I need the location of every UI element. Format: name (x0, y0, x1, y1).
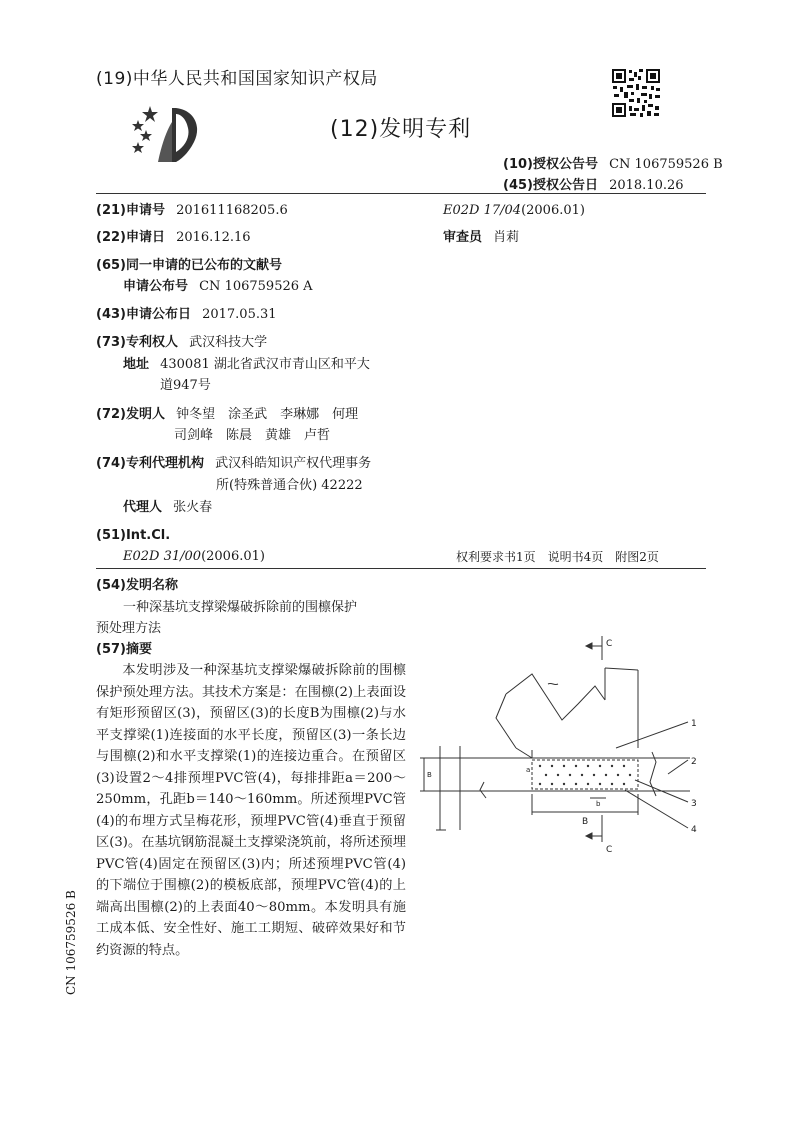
abstract-figure (420, 630, 720, 860)
publication-date: 2017.05.31 (202, 307, 277, 322)
application-date-label: (22)申请日 (96, 230, 165, 245)
grant-number: CN 106759526 B (609, 157, 723, 172)
application-number: 201611168205.6 (176, 203, 288, 218)
patentee: 武汉科技大学 (189, 335, 268, 350)
agent: 张火春 (173, 500, 213, 515)
agent-label: 代理人 (123, 500, 163, 515)
grant-number-label: (10)授权公告号 (503, 157, 598, 172)
application-date: 2016.12.16 (176, 230, 251, 245)
header-divider (96, 193, 706, 194)
dimension-a: a (526, 766, 531, 774)
figure-label-1: 1 (691, 719, 697, 729)
inventors-label: (72)发明人 (96, 407, 165, 422)
address-line-2: 道947号 (160, 378, 211, 393)
classification-code: E02D 17/04 (443, 203, 522, 218)
issuing-office: (19)中华人民共和国国家知识产权局 (96, 69, 378, 89)
agency-line-1: 武汉科皓知识产权代理事务 (215, 456, 372, 471)
qr-code (611, 68, 661, 118)
application-number-label: (21)申请号 (96, 203, 165, 218)
address-line-1: 430081 湖北省武汉市青山区和平大 (160, 357, 370, 372)
inventors-line-1: 钟冬望 涂圣武 李琳娜 何理 (176, 407, 359, 422)
abstract-body (96, 660, 406, 961)
document-type: (12)发明专利 (330, 117, 472, 142)
examiner: 肖莉 (493, 230, 520, 245)
figure-label-2: 2 (691, 757, 697, 767)
biblio-divider (96, 568, 706, 569)
title-label: (54)发明名称 (96, 578, 178, 593)
agency-line-2: 所(特殊普通合伙) 42222 (216, 478, 363, 493)
dimension-b-upper: B (427, 771, 432, 779)
title-line-1: 一种深基坑支撑梁爆破拆除前的围檩保护 (123, 600, 358, 615)
page-counts: 权利要求书1页 说明书4页 附图2页 (456, 550, 659, 564)
address-label: 地址 (123, 357, 150, 372)
grant-date: 2018.10.26 (609, 178, 684, 193)
side-document-number: CN 106759526 B (64, 890, 78, 995)
intcl-version: (2006.01) (201, 549, 265, 564)
publication-number-label: 申请公布号 (123, 279, 189, 294)
publication-number: CN 106759526 A (199, 279, 313, 294)
classification-version: (2006.01) (521, 203, 585, 218)
cnipa-logo (128, 102, 210, 168)
dimension-b-lower: B (582, 817, 589, 827)
figure-label-4: 4 (691, 825, 697, 835)
prior-publication-label: (65)同一申请的已公布的文献号 (96, 258, 282, 273)
intcl-label: (51)Int.Cl. (96, 528, 171, 543)
dimension-b-small: b (596, 800, 601, 808)
grant-date-label: (45)授权公告日 (503, 178, 598, 193)
abstract-label: (57)摘要 (96, 642, 152, 657)
figure-label-3: 3 (691, 799, 697, 809)
inventors-line-2: 司剑峰 陈晨 黄雄 卢哲 (174, 428, 331, 443)
examiner-label: 审查员 (443, 230, 483, 245)
section-label-c-bottom: C (606, 845, 613, 855)
patentee-label: (73)专利权人 (96, 335, 178, 350)
section-label-c-top: C (606, 639, 613, 649)
intcl-code: E02D 31/00 (123, 549, 202, 564)
title-line-2: 预处理方法 (96, 621, 162, 636)
agency-label: (74)专利代理机构 (96, 456, 204, 471)
publication-date-label: (43)申请公布日 (96, 307, 191, 322)
abstract-text: 本发明涉及一种深基坑支撑梁爆破拆除前的围檩保护预处理方法。其技术方案是：在围檩(2)上表面设有矩形预留区(3)，预留区(3)的长度B为围檩(2)与水平支撑梁(1)连接面的水平长度，预留区(3)一条长边与围檩(2)和水平支撑梁(1)的连接边重合。在预留区(3)设置2～4排预埋PVC管(4)，每排排距a＝200～250mm，孔距b＝140～160mm。所述预埋PVC管(4)的布埋方式呈梅花形，预埋PVC管(4)垂直于预留区(3)。在基坑钢筋混凝土支撑梁浇筑前，将所述预埋PVC管(4)固定在预留区(3)内；所述预埋PVC管(4)的下端位于围檩(2)的模板底部，预埋PVC管(4)的上端高出围檩(2)的上表面40～80mm。本发明具有施工成本低、安全性好、施工工期短、破碎效果好和节约资源的特点。 (96, 663, 406, 958)
